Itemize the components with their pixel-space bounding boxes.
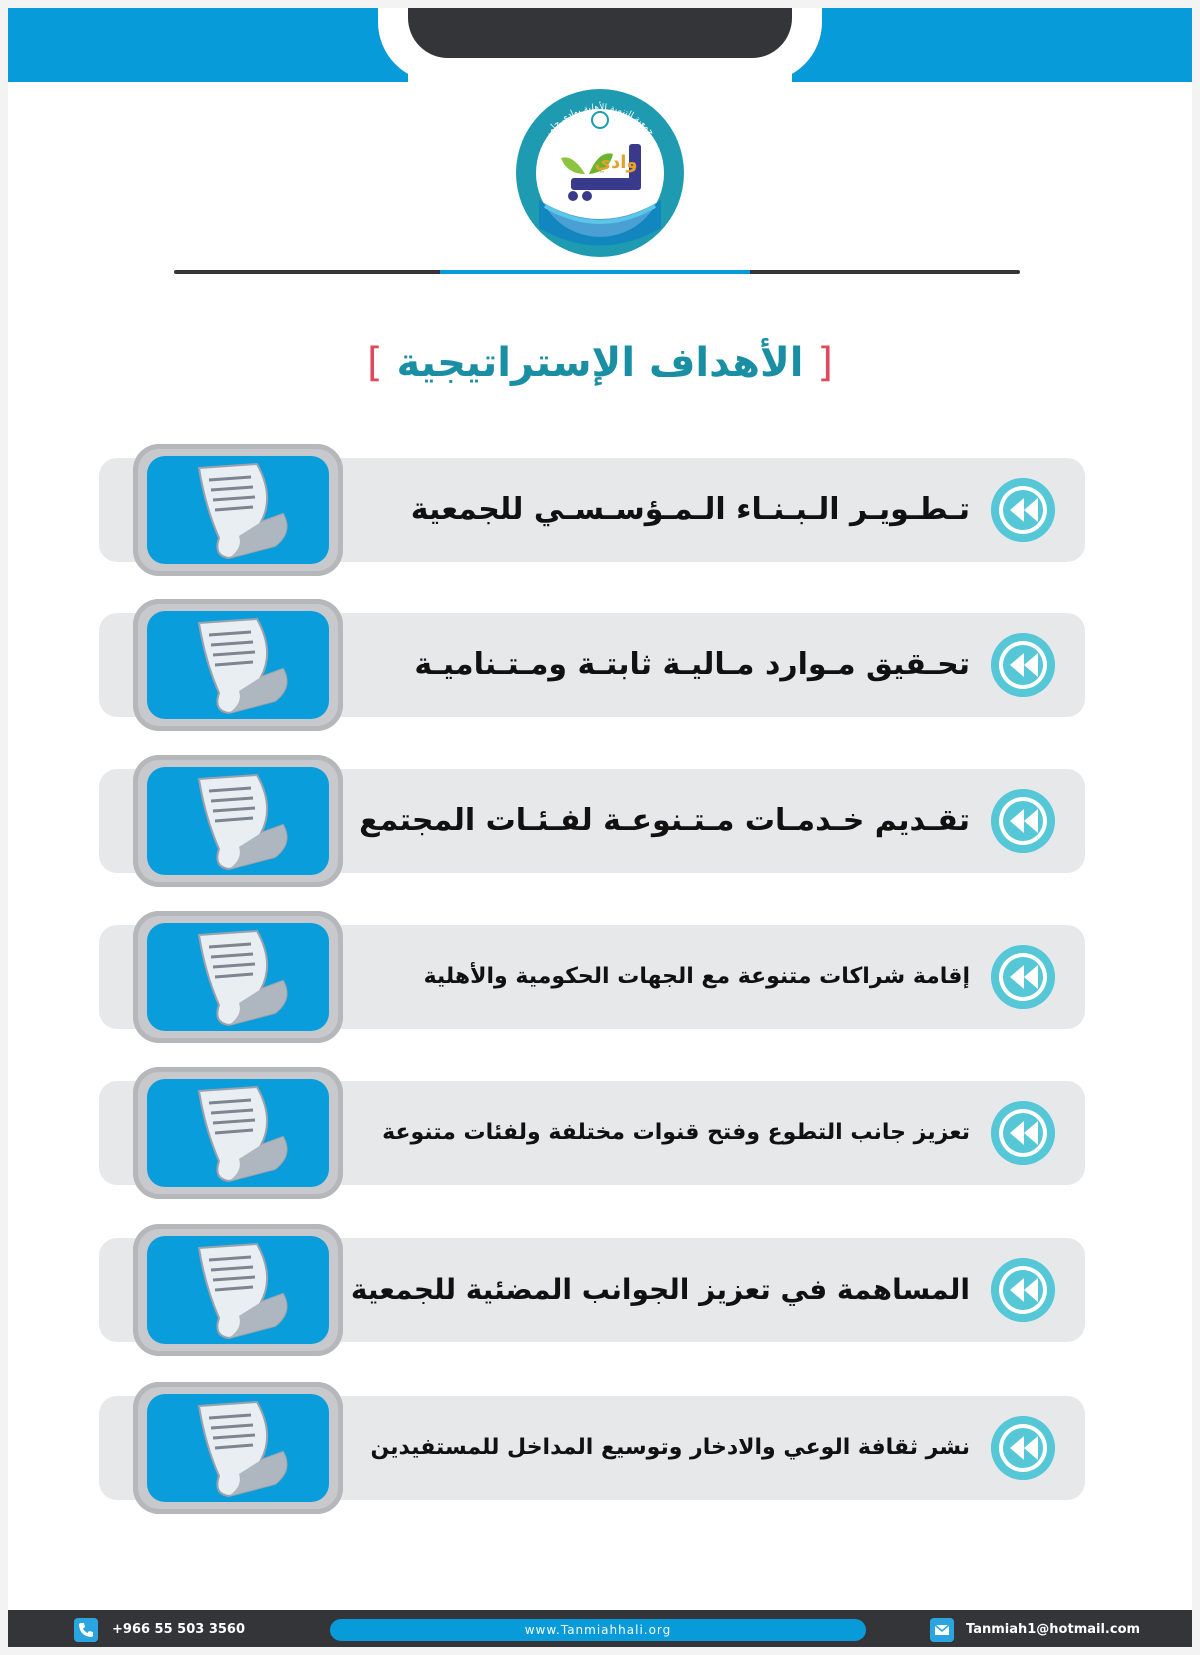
scroll-icon-frame (133, 1067, 343, 1199)
goal-text: نشر ثقافة الوعي والادخار وتوسيع المداخل للمستفيدين (370, 1435, 970, 1460)
scroll-icon (147, 456, 329, 564)
goal-text: تقـديم خـدمـات مـتـنوعـة لفـئـات المجتمع (359, 803, 970, 838)
goal-item (99, 769, 1085, 873)
goal-item (99, 1081, 1085, 1185)
scroll-icon (147, 611, 329, 719)
scroll-icon (147, 923, 329, 1031)
title-text: الأهداف الإستراتيجية (396, 340, 804, 386)
page (8, 8, 1192, 1647)
scroll-icon (147, 1079, 329, 1187)
goal-item (99, 1238, 1085, 1342)
footer-email[interactable]: Tanmiah1@hotmail.com (966, 1622, 1141, 1637)
scroll-icon-frame (133, 755, 343, 887)
organization-logo (515, 88, 685, 258)
rewind-icon (991, 789, 1055, 853)
goal-text: المساهمة في تعزيز الجوانب المضئية للجمعية (350, 1273, 970, 1306)
goal-text: إقامة شراكات متنوعة مع الجهات الحكومية والأهلية (423, 964, 970, 989)
phone-icon (74, 1618, 98, 1642)
title-bracket-close: ] (366, 340, 383, 386)
title-bracket-open: [ (817, 340, 834, 386)
logo-ring-text: جمعية التنمية الأهلية بوادي حلي (543, 102, 657, 138)
top-notch (408, 8, 792, 58)
page-title-wrap (8, 338, 1192, 388)
rewind-icon (991, 1258, 1055, 1322)
goal-text: تحـقيق مـوارد مـاليـة ثابتـة ومـتـناميـة (414, 647, 970, 682)
scroll-icon-frame (133, 444, 343, 576)
rewind-icon (991, 945, 1055, 1009)
rewind-icon (991, 478, 1055, 542)
rewind-icon (991, 633, 1055, 697)
rewind-icon (991, 1101, 1055, 1165)
scroll-icon (147, 1236, 329, 1344)
footer-phone: +966 55 503 3560 (112, 1622, 246, 1637)
page-title (367, 338, 833, 388)
footer-website[interactable]: www.Tanmiahhali.org (330, 1619, 866, 1641)
goal-item (99, 925, 1085, 1029)
scroll-icon (147, 767, 329, 875)
footer (8, 1610, 1192, 1647)
goal-item (99, 1396, 1085, 1500)
scroll-icon-frame (133, 599, 343, 731)
mail-icon (930, 1618, 954, 1642)
goal-item (99, 458, 1085, 562)
header-divider-accent (440, 270, 750, 274)
goal-text: تعزيز جانب التطوع وفتح قنوات مختلفة ولفئات متنوعة (382, 1120, 970, 1145)
rewind-icon (991, 1416, 1055, 1480)
logo-word: وادي (594, 152, 638, 173)
scroll-icon-frame (133, 1382, 343, 1514)
goal-item (99, 613, 1085, 717)
scroll-icon-frame (133, 1224, 343, 1356)
scroll-icon (147, 1394, 329, 1502)
scroll-icon-frame (133, 911, 343, 1043)
goal-text: تـطـويـر الـبـنـاء الـمـؤسـسـي للجمعية (410, 492, 970, 527)
